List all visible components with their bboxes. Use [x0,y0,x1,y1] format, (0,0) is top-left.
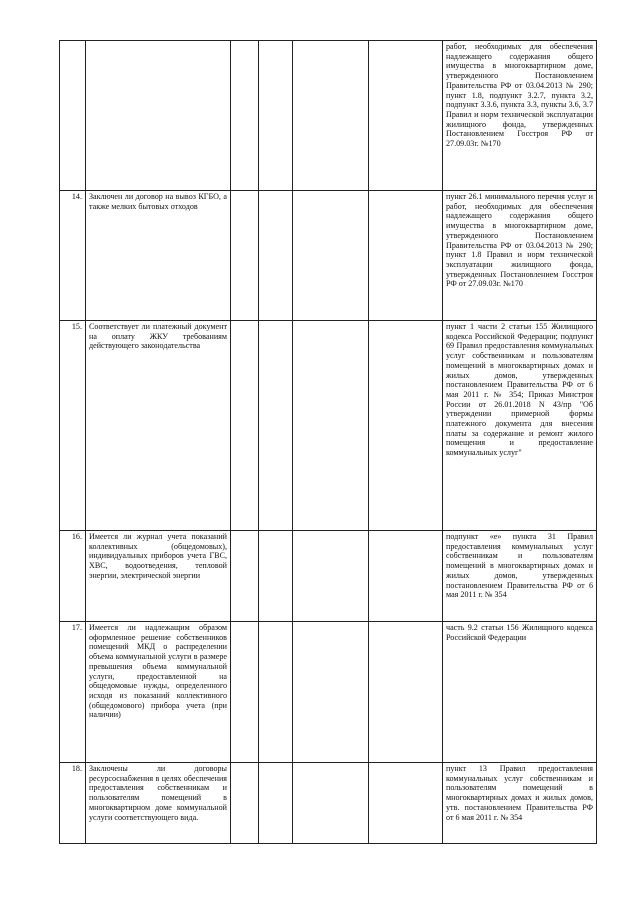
not-applicable-cell[interactable] [293,763,369,844]
answer-no-cell[interactable] [259,622,293,763]
note-cell[interactable] [369,321,443,531]
table-row [60,41,597,191]
row-number: 15. [60,321,86,531]
answer-yes-cell[interactable] [231,531,259,622]
question-cell: Имеется ли журнал учета показаний коллективных (общедомовых), индивидуальных приборов учета ГВС, ХВС, водоотведения, тепловой энергии, электрической энергии [86,531,231,622]
note-cell[interactable] [369,531,443,622]
legal-reference-cell: работ, необходимых для обеспечения надлежащего содержания общего имущества в многоквартирном доме, утвержденного Постановлением Правительства РФ от 03.04.2013 № 290; пункт 1.8, подпункт 3.2.7, пункта 3.2, подпункт 3.3.6, пункта 3.3, пункты 3.6, 3.7 Правил и норм технической эксплуатации жилищного фонда, утвержденных Постановлением Госстроя РФ от 27.09.03г. №170 [443,41,597,191]
not-applicable-cell[interactable] [293,321,369,531]
table-row [60,531,597,622]
question-cell: Заключен ли договор на вывоз КГБО, а также мелких бытовых отходов [86,191,231,321]
table-row [60,191,597,321]
answer-yes-cell[interactable] [231,41,259,191]
checklist-table [59,40,597,844]
answer-no-cell[interactable] [259,763,293,844]
answer-no-cell[interactable] [259,191,293,321]
legal-reference-cell: подпункт «е» пункта 31 Правил предоставления коммунальных услуг собственникам и пользователям помещений в многоквартирных домах и жилых домов, утвержденных постановлением Правительства РФ от 6 мая 2011 г. № 354 [443,531,597,622]
not-applicable-cell[interactable] [293,622,369,763]
row-number: 18. [60,763,86,844]
table-row [60,321,597,531]
question-cell [86,41,231,191]
answer-yes-cell[interactable] [231,191,259,321]
question-cell: Соответствует ли платежный документ на оплату ЖКУ требованиям действующего законодательства [86,321,231,531]
not-applicable-cell[interactable] [293,191,369,321]
answer-yes-cell[interactable] [231,763,259,844]
row-number [60,41,86,191]
legal-reference-cell: пункт 13 Правил предоставления коммунальных услуг собственникам и пользователям помещений в многоквартирных домах и жилых домов, утв. постановлением Правительства РФ от 6 мая 2011 г. № 354 [443,763,597,844]
not-applicable-cell[interactable] [293,41,369,191]
row-number: 14. [60,191,86,321]
question-cell: Имеется ли надлежащим образом оформленное решение собственников помещений МКД о распределении объема коммунальной услуги в размере превышения объема коммунальной услуги, предоставленной на общедомовые нужды, определенного исходя из показаний коллективного (общедомового) прибора учета (при наличии) [86,622,231,763]
legal-reference-cell: пункт 26.1 минимального перечня услуг и работ, необходимых для обеспечения надлежащего содержания общего имущества в многоквартирном доме, утвержденного Постановлением Правительства РФ от 03.04.2013 № 290; пункт 1.8 Правил и норм технической эксплуатации жилищного фонда, утвержденных Постановлением Госстроя РФ от 27.09.03г. №170 [443,191,597,321]
table-row [60,622,597,763]
row-number: 16. [60,531,86,622]
answer-yes-cell[interactable] [231,622,259,763]
note-cell[interactable] [369,622,443,763]
table-row [60,763,597,844]
question-cell: Заключены ли договоры ресурсоснабжения в целях обеспечения предоставления собственникам и пользователям помещений в многоквартирном доме коммунальной услуги соответствующего вида. [86,763,231,844]
note-cell[interactable] [369,191,443,321]
not-applicable-cell[interactable] [293,531,369,622]
answer-no-cell[interactable] [259,41,293,191]
note-cell[interactable] [369,41,443,191]
answer-yes-cell[interactable] [231,321,259,531]
answer-no-cell[interactable] [259,531,293,622]
row-number: 17. [60,622,86,763]
answer-no-cell[interactable] [259,321,293,531]
legal-reference-cell: часть 9.2 статьи 156 Жилищного кодекса Российской Федерации [443,622,597,763]
note-cell[interactable] [369,763,443,844]
legal-reference-cell: пункт 1 части 2 статьи 155 Жилищного кодекса Российской Федерации; подпункт 69 Правил предоставления коммунальных услуг собственникам и пользователям помещений в многоквартирных домах и жилых домов, утвержденных постановлением Правительства РФ от 6 мая 2011 г. № 354; Приказ Минстроя России от 26.01.2018 N 43/пр "Об утверждении примерной формы платежного документа для внесения платы за содержание и ремонт жилого помещения и предоставление коммунальных услуг" [443,321,597,531]
